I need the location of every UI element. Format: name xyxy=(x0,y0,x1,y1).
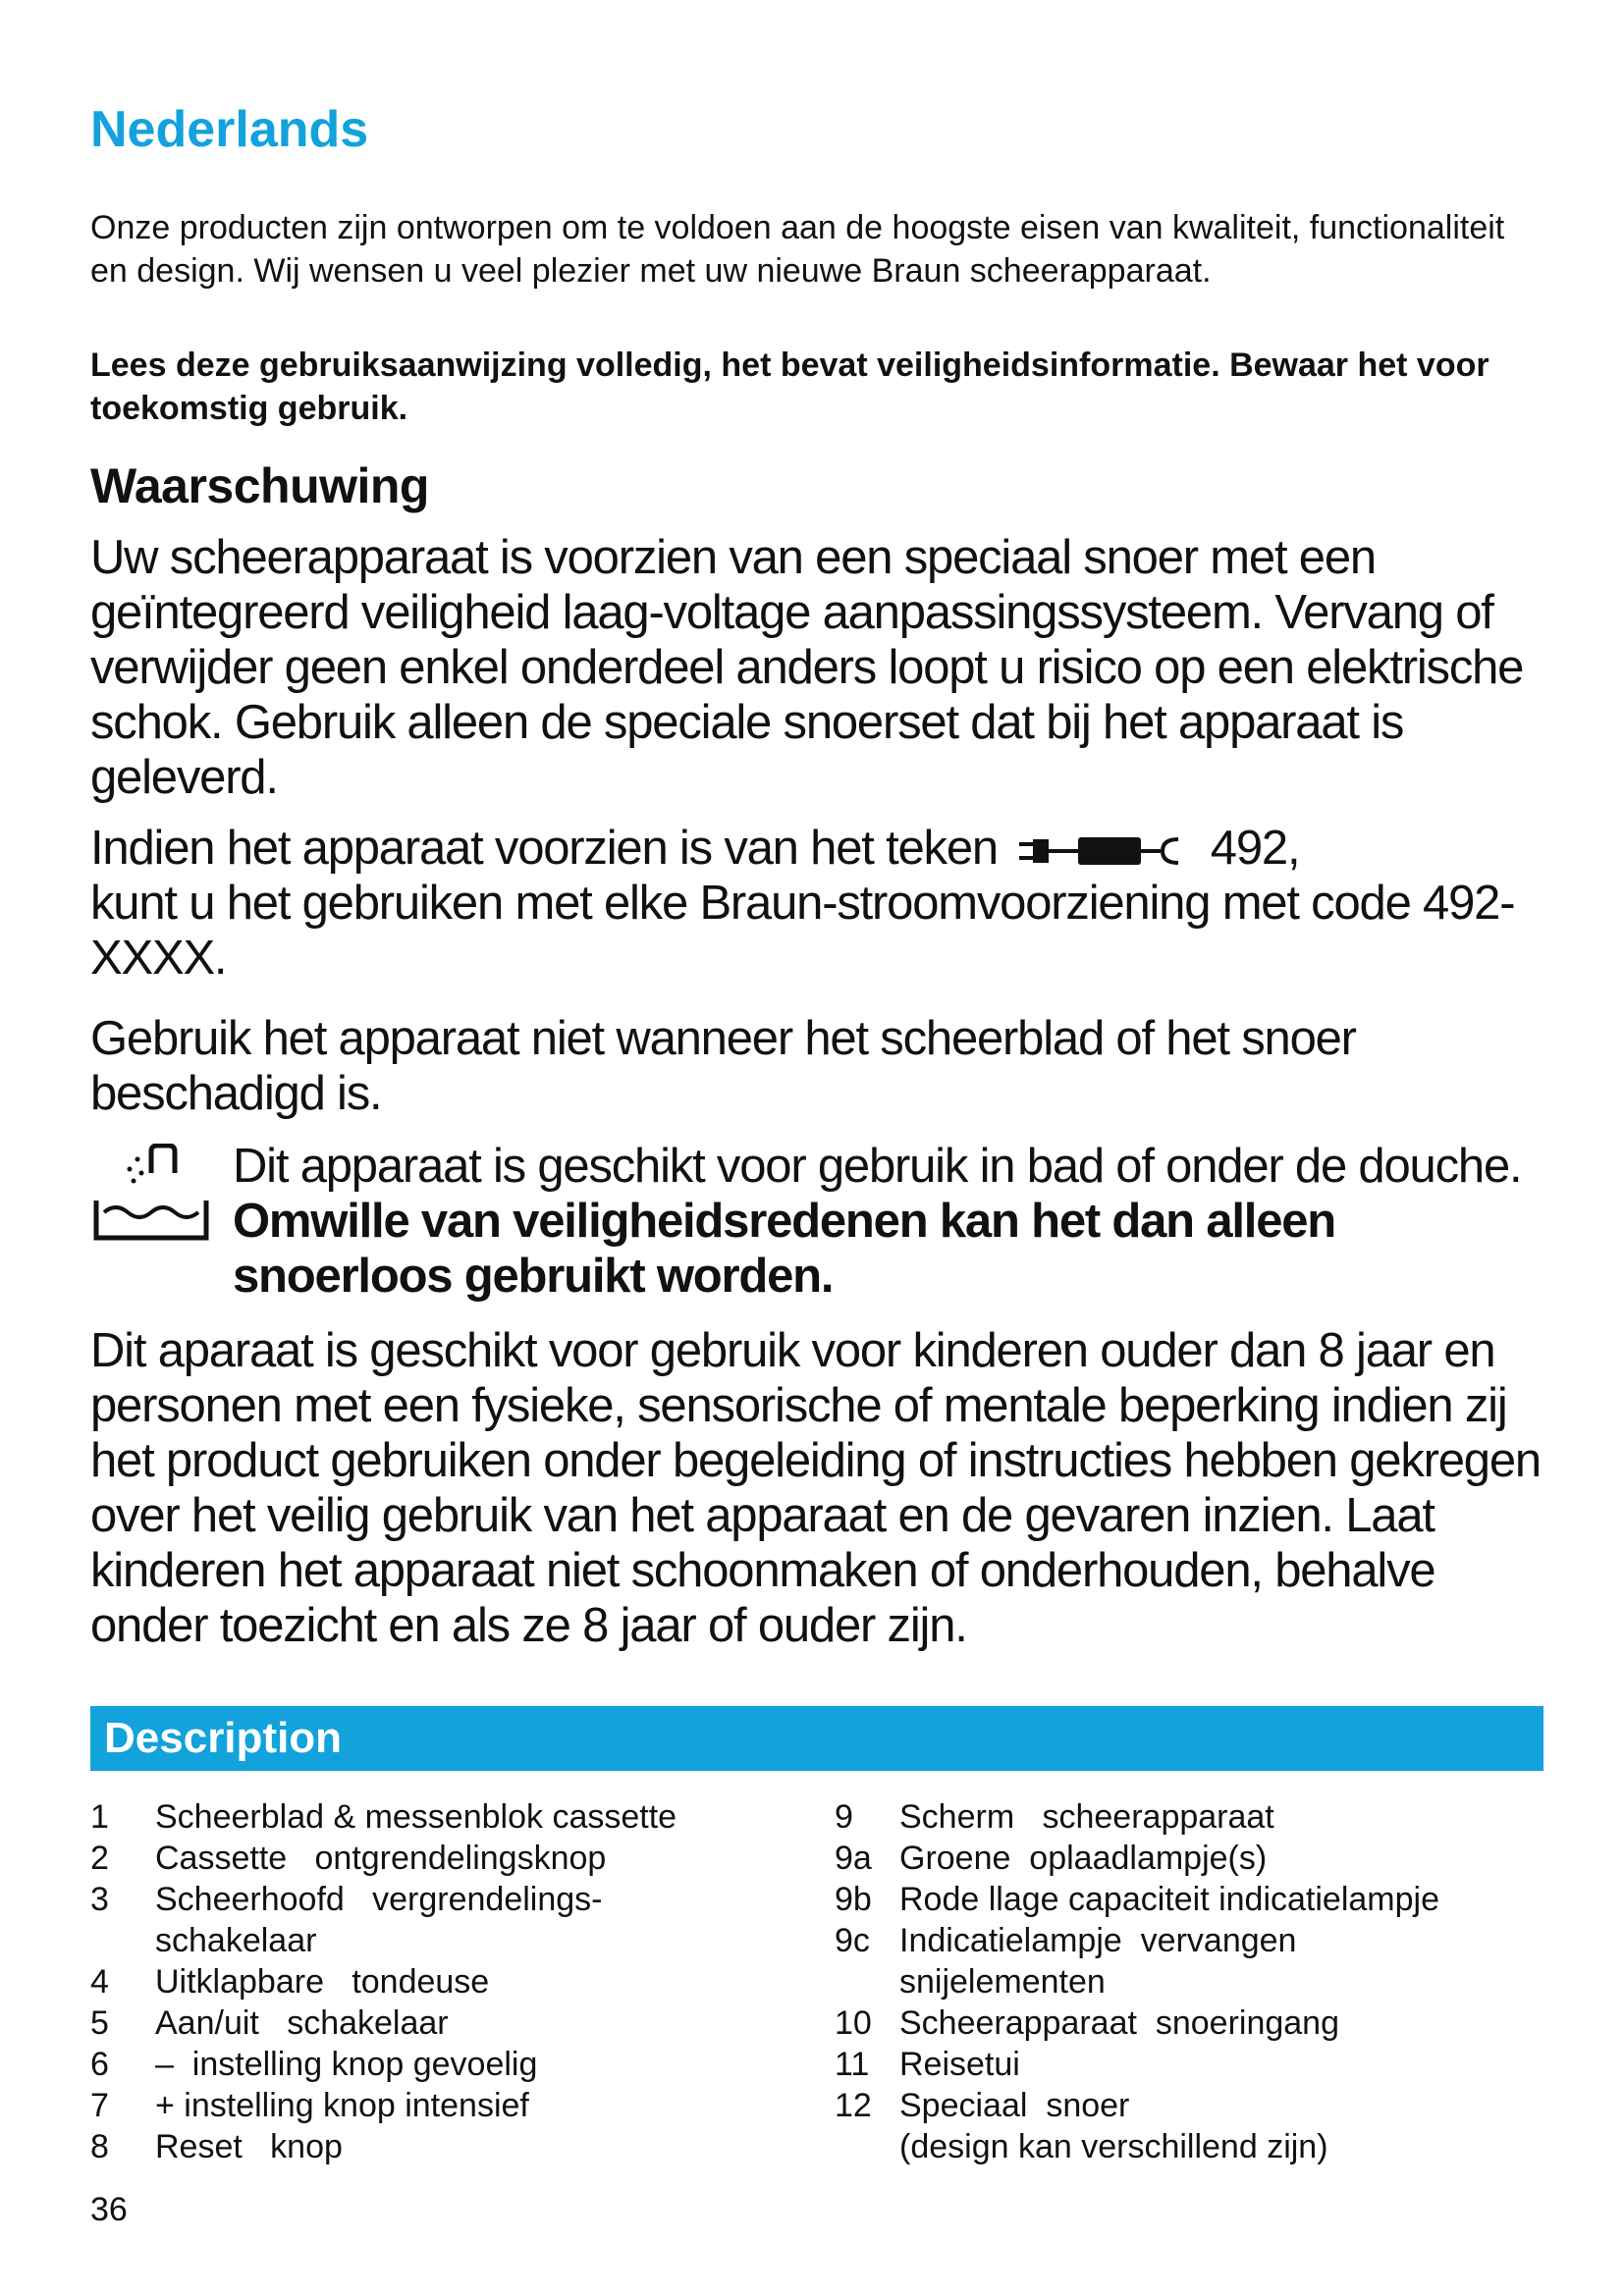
list-item: 6 – instelling knop gevoelig xyxy=(90,2046,538,2083)
list-item: 9 Scherm scheerapparaat xyxy=(835,1798,1274,1836)
bath-shower-icon xyxy=(90,1144,218,1252)
list-item: 9a Groene oplaadlampje(s) xyxy=(835,1840,1268,1877)
warning-paragraph-3: Gebruik het apparaat niet wanneer het scheerblad of het snoer beschadigd is. xyxy=(90,1012,1356,1120)
description-header-bar xyxy=(90,1706,1543,1771)
warning-paragraph-5: Dit aparaat is geschikt voor gebruik voor kinderen ouder dan 8 jaar en personen met een fysieke, sensorische of mentale beperking indien zij het product gebruiken onder begeleiding of instructies hebben gekregen over het veilig gebruik van het apparaat en de gevaren inzien. Laat kinderen het apparaat niet schoonmaken of onderhouden, behalve onder toezicht en als ze 8 jaar of ouder zijn. xyxy=(90,1324,1541,1652)
parts-list-right xyxy=(835,1796,1581,2167)
list-item: 4 Uitklapbare tondeuse xyxy=(90,1963,490,2001)
page-number: 36 xyxy=(90,2191,128,2228)
p2-code: 492, xyxy=(1210,822,1300,875)
list-item: 2 Cassette ontgrendelingsknop xyxy=(90,1840,607,1877)
list-item: schakelaar xyxy=(155,1922,317,1959)
description-heading: Description xyxy=(104,1714,343,1762)
list-item: 1 Scheerblad & messenblok cassette xyxy=(90,1798,677,1836)
list-item: 8 Reset knop xyxy=(90,2128,343,2165)
p2-before: Indien het apparaat voorzien is van het teken xyxy=(90,822,998,875)
intro-bold-text: Lees deze gebruiksaanwijzing volledig, het bevat veiligheidsinformatie. Bewaar het voor toekomstig gebruik. xyxy=(90,347,1489,427)
list-item: 9b Rode llage capaciteit indicatielampje xyxy=(835,1881,1439,1918)
p4-normal: Dit apparaat is geschikt voor gebruik in bad of onder de douche. xyxy=(233,1140,1522,1193)
p4-bold: Omwille van veiligheidsredenen kan het dan alleen snoerloos gebruikt worden. xyxy=(233,1195,1336,1303)
list-item: 3 Scheerhoofd vergrendelings- xyxy=(90,1881,603,1918)
warning-paragraph-2 xyxy=(90,821,1553,986)
list-item: 7 + instelling knop intensief xyxy=(90,2087,529,2124)
warning-paragraph-1: Uw scheerapparaat is voorzien van een speciaal snoer met een geïntegreerd veiligheid laag-voltage aanpassingssysteem. Vervang of verwijder geen enkel onderdeel anders loopt u risico op een elektrische schok. Gebruik alleen de speciale snoerset dat bij het apparaat is geleverd. xyxy=(90,531,1524,804)
list-item: 10 Scheerapparaat snoeringang xyxy=(835,2004,1339,2042)
list-item: 11 Reisetui xyxy=(835,2046,1020,2083)
p2-after: kunt u het gebruiken met elke Braun-stroomvoorziening met code 492-XXXX. xyxy=(90,877,1515,985)
intro-text: Onze producten zijn ontworpen om te voldoen aan de hoogste eisen van kwaliteit, functionaliteit en design. Wij wensen u veel plezier met uw nieuwe Braun scheerapparaat. xyxy=(90,209,1505,290)
parts-list-left xyxy=(90,1796,778,2167)
list-item: 9c Indicatielampje vervangen xyxy=(835,1922,1297,1959)
language-title: Nederlands xyxy=(90,101,369,158)
list-item: snijelementen xyxy=(899,1963,1106,2001)
warning-heading: Waarschuwing xyxy=(90,458,429,513)
list-item: 12 Speciaal snoer xyxy=(835,2087,1130,2124)
list-item: (design kan verschillend zijn) xyxy=(899,2128,1328,2165)
list-item: 5 Aan/uit schakelaar xyxy=(90,2004,449,2042)
plug-symbol-icon xyxy=(1017,831,1194,871)
warning-paragraph-4 xyxy=(233,1139,1553,1304)
